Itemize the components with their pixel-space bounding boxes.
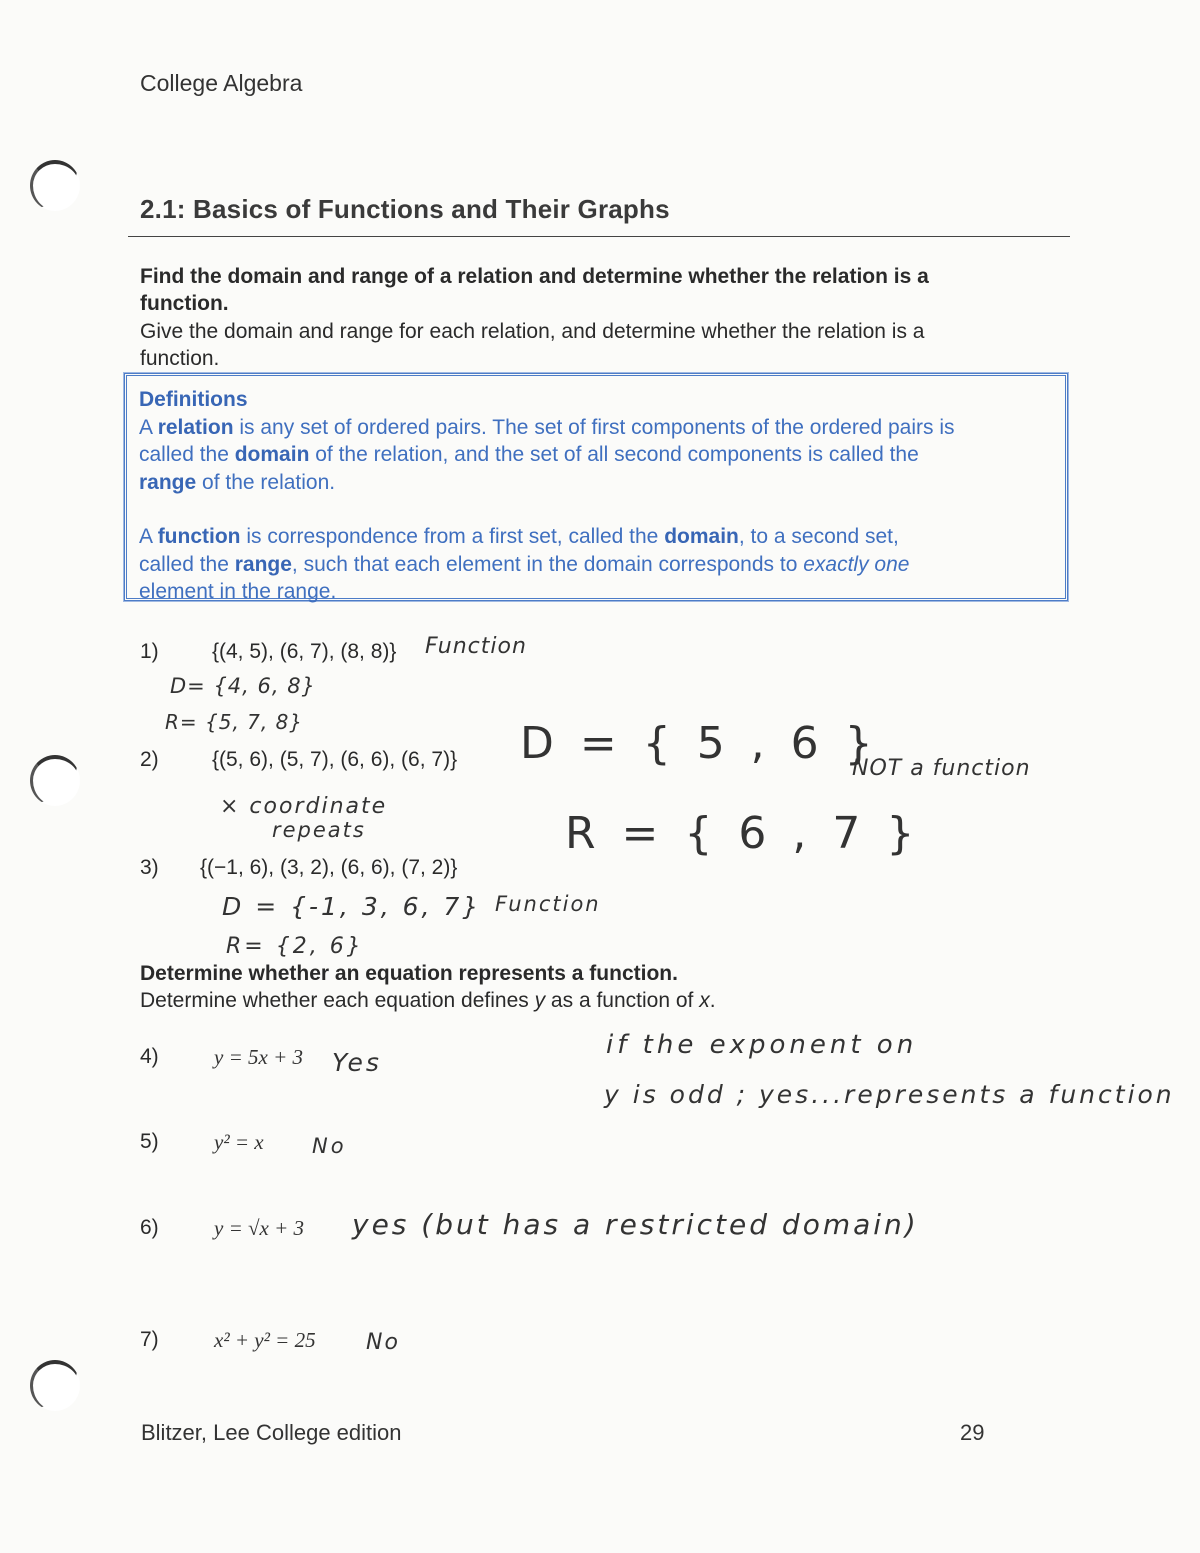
handwritten-p3-domain: D = {-1, 3, 6, 7} [222,892,482,921]
binder-hole-bottom [30,1360,80,1411]
problem-1-relation: {(4, 5), (6, 7), (8, 8)} [212,640,397,663]
handwritten-p3-answer: Function [495,892,601,916]
problem-4-number: 4) [140,1045,159,1068]
problem-3-relation: {(−1, 6), (3, 2), (6, 6), (7, 2)} [200,856,458,879]
definition-function: A function is correspondence from a first set, called the domain, to a second set, called the range, such that each element in the domain corresponds to exactly one element in the range. [139,525,910,603]
footer-source: Blitzer, Lee College edition [141,1420,402,1445]
problem-2-relation: {(5, 6), (5, 7), (6, 6), (6, 7)} [212,748,458,771]
handwritten-p2-domain: D = { 5 , 6 } [520,718,879,769]
handwritten-p1-answer: Function [425,634,527,659]
handwritten-p1-domain: D= {4, 6, 8} [170,674,316,698]
definitions-label: Definitions [139,388,248,411]
handwritten-p4-answer: Yes [332,1048,382,1077]
handwritten-p3-range: R= {2, 6} [226,934,364,959]
handwritten-p6-answer: yes (but has a restricted domain) [352,1208,919,1241]
course-header: College Algebra [140,70,303,96]
objective1-heading-line1: Find the domain and range of a relation and determine whether the relation is a [140,265,929,288]
problem-2-number: 2) [140,748,159,771]
problem-7-equation: x² + y² = 25 [214,1328,316,1352]
definitions-box [124,373,1068,601]
problem-5-number: 5) [140,1130,159,1153]
handwritten-p5-answer: No [312,1134,347,1158]
title-rule [128,236,1070,237]
handwritten-p7-answer: No [366,1330,400,1355]
handwritten-p1-range: R= {5, 7, 8} [165,710,304,734]
handwritten-p2-range: R = { 6 , 7 } [565,808,921,859]
handwritten-p2-note-line1: × coordinate [220,794,388,819]
problem-3-number: 3) [140,856,159,879]
problem-7-number: 7) [140,1328,159,1351]
handwritten-note-line1: if the exponent on [606,1030,918,1060]
problem-6-number: 6) [140,1216,159,1239]
problem-5-equation: y² = x [214,1130,264,1154]
objective1-instruction-line1: Give the domain and range for each relation, and determine whether the relation is a [140,320,925,343]
page-number: 29 [960,1420,985,1445]
objective1-heading-line2: function. [140,292,229,315]
problem-6-equation: y = √x + 3 [214,1216,305,1240]
handwritten-p2-answer: NOT a function [852,756,1031,781]
handwritten-p2-note-line2: repeats [272,818,366,842]
objective2-heading: Determine whether an equation represents a function. [140,962,678,985]
binder-hole-top [30,160,80,211]
binder-hole-middle [30,755,80,806]
problem-1-number: 1) [140,640,159,663]
section-title: 2.1: Basics of Functions and Their Graphs [140,194,670,224]
definition-relation: A relation is any set of ordered pairs. The set of first components of the ordered pairs is called the domain of the relation, and the set of all second components is called the range of the relation. [139,415,955,494]
objective1-instruction-line2: function. [140,347,220,370]
problem-4-equation: y = 5x + 3 [214,1045,303,1069]
handwritten-note-line2: y is odd ; yes...represents a function [604,1080,1175,1109]
objective2-instruction: Determine whether each equation defines y as a function of x. [140,989,716,1012]
